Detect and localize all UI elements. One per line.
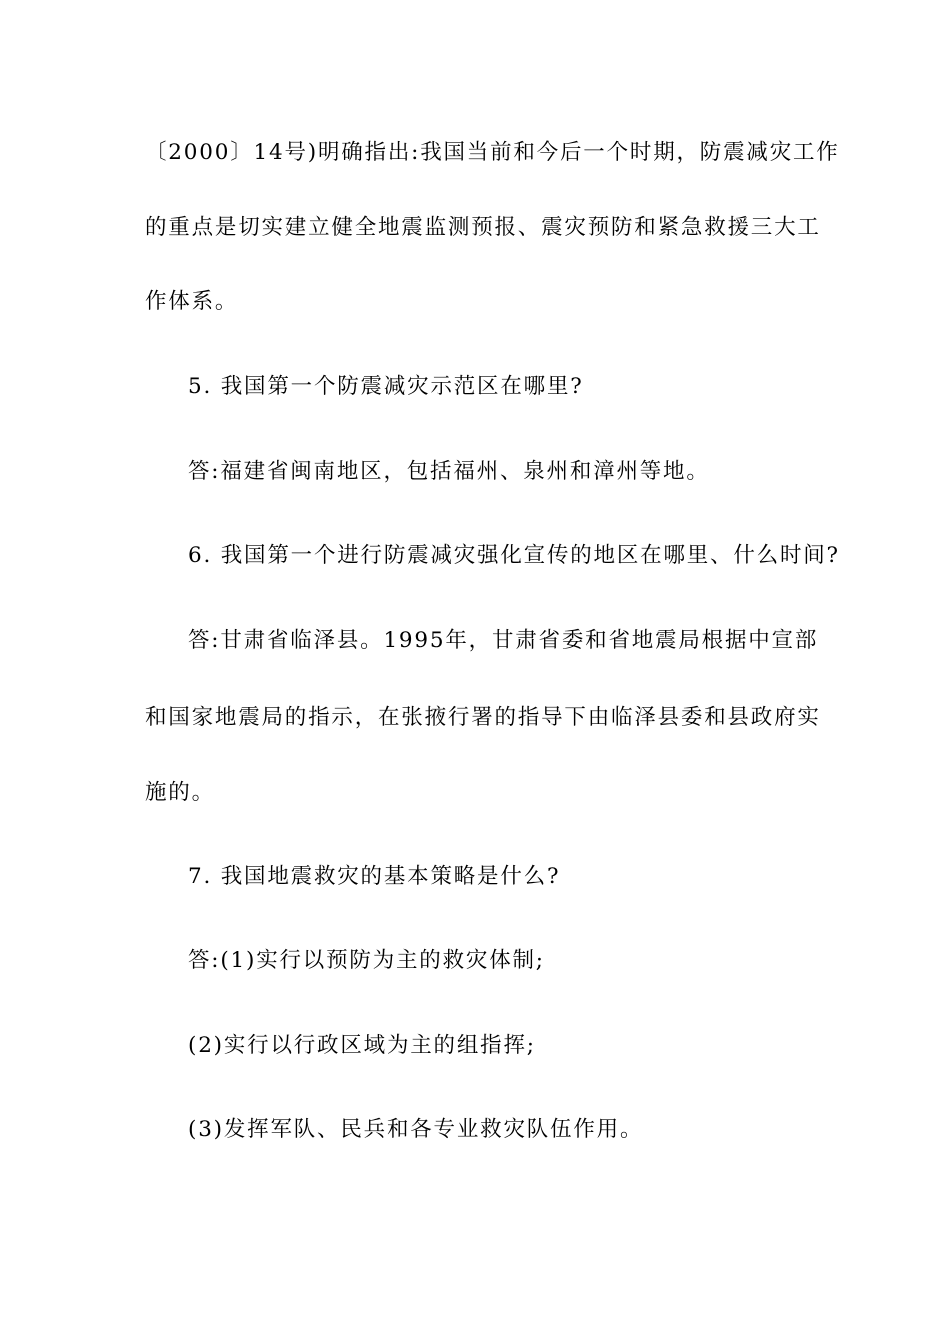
answer-line: (3)发挥军队、民兵和各专业救灾队伍作用。: [188, 1117, 644, 1142]
answer-line: (2)实行以行政区域为主的组指挥;: [188, 1033, 536, 1058]
answer-line: 答:甘肃省临泽县。1995年，甘肃省委和省地震局根据中宣部: [188, 628, 819, 653]
paragraph-line: 作体系。: [145, 289, 239, 314]
question-line: 6. 我国第一个进行防震减灾强化宣传的地区在哪里、什么时间?: [188, 543, 840, 568]
paragraph-line: 的重点是切实建立健全地震监测预报、震灾预防和紧急救援三大工: [145, 215, 821, 240]
answer-line: 答:福建省闽南地区，包括福州、泉州和漳州等地。: [188, 459, 710, 484]
question-line: 7. 我国地震救灾的基本策略是什么?: [188, 864, 561, 889]
answer-line: 答:(1)实行以预防为主的救灾体制;: [188, 948, 545, 973]
paragraph-line: 〔2000〕14号)明确指出:我国当前和今后一个时期，防震减灾工作: [145, 140, 840, 165]
question-line: 5. 我国第一个防震减灾示范区在哪里?: [188, 374, 584, 399]
answer-line: 施的。: [145, 780, 215, 805]
answer-line: 和国家地震局的指示，在张掖行署的指导下由临泽县委和县政府实: [145, 705, 821, 730]
